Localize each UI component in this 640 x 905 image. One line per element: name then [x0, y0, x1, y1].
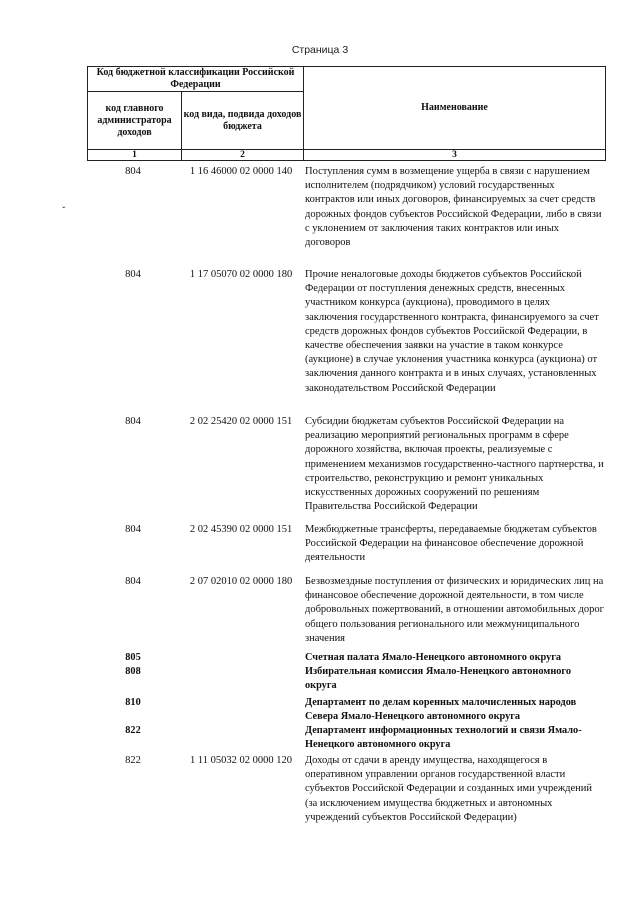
header-number-1: 1	[88, 150, 182, 161]
income-code: 2 02 25420 02 0000 151	[189, 416, 293, 427]
admin-title: Избирательная комиссия Ямало-Ненецкого автономного округа	[305, 666, 571, 691]
admin-code: 822	[125, 725, 141, 736]
income-name: Межбюджетные трансферты, передаваемые бюджетам субъектов Российской Федерации на финансовое обеспечение дорожной деятельности	[305, 524, 597, 564]
admin-code: 822	[125, 755, 141, 766]
income-code: 2 02 45390 02 0000 151	[189, 524, 293, 535]
header-group-title: Код бюджетной классификации Российской Федерации	[88, 67, 304, 92]
income-code: 1 16 46000 02 0000 140	[189, 166, 293, 177]
classification-table-header	[87, 66, 606, 161]
admin-code: 808	[125, 666, 141, 677]
income-name: Прочие неналоговые доходы бюджетов субъектов Российской Федерации от поступления денежных средств, внесенных участником конкурса (аукциона), проводимого в целях заключения государственного контракта, финансируемого за счет средств дорожных фондов субъектов Российской Федерации, в качестве обеспечения заявки на участие в таком конкурсе (аукционе) в случае уклонения участника конкурса (аукциона) от заключения данного контракта и в иных случаях, установленных законодательством Российской Федерации	[305, 269, 599, 394]
admin-title: Департамент по делам коренных малочисленных народов Севера Ямало-Ненецкого автономного округа	[305, 697, 577, 722]
header-number-3: 3	[304, 150, 606, 161]
header-name-column: Наименование	[304, 67, 606, 150]
admin-code: 804	[125, 166, 141, 177]
stray-mark: ˇ	[62, 206, 66, 217]
admin-code: 804	[125, 524, 141, 535]
admin-code: 804	[125, 416, 141, 427]
income-name: Субсидии бюджетам субъектов Российской Федерации на реализацию мероприятий региональных программ в сфере дорожного хозяйства, включая проекты, реализуемые с применением механизмов государственно-частного партнерства, и строительство, реконструкцию и ремонт уникальных искусственных дорожных сооружений по решениям Правительства Российской Федерации	[305, 416, 604, 513]
admin-title: Счетная палата Ямало-Ненецкого автономного округа	[305, 652, 562, 663]
income-name: Поступления сумм в возмещение ущерба в связи с нарушением исполнителем (подрядчиком) условий государственных контрактов или иных договоров, финансируемых за счет средств дорожных фондов субъектов Российской Федерации, либо в связи с уклонением от заключения таких контрактов или иных договоров	[305, 166, 602, 249]
income-code: 1 11 05032 02 0000 120	[190, 755, 292, 766]
admin-code: 804	[125, 576, 141, 587]
page-label: Страница 3	[291, 44, 349, 56]
admin-code: 804	[125, 269, 141, 280]
income-name: Безвозмездные поступления от физических и юридических лиц на финансовое обеспечение дорожной деятельности, в том числе добровольных пожертвований, в отношении автомобильных дорог общего пользования регионального или межмуниципального значения	[305, 576, 604, 644]
admin-code: 810	[125, 697, 141, 708]
header-admin-code-column: код главного администратора доходов	[88, 92, 182, 150]
income-code: 2 07 02010 02 0000 180	[189, 576, 293, 587]
header-number-2: 2	[182, 150, 304, 161]
header-income-code-column: код вида, подвида доходов бюджета	[182, 92, 304, 150]
income-code: 1 17 05070 02 0000 180	[189, 269, 293, 280]
income-name: Доходы от сдачи в аренду имущества, находящегося в оперативном управлении органов государственной власти субъектов Российской Федерации и созданных ими учреждений (за исключением имущества бюджетных и автономных учреждений субъектов Российской Федерации)	[305, 755, 592, 823]
admin-code: 805	[125, 652, 141, 663]
admin-title: Департамент информационных технологий и связи Ямало-Ненецкого автономного округа	[305, 725, 582, 750]
